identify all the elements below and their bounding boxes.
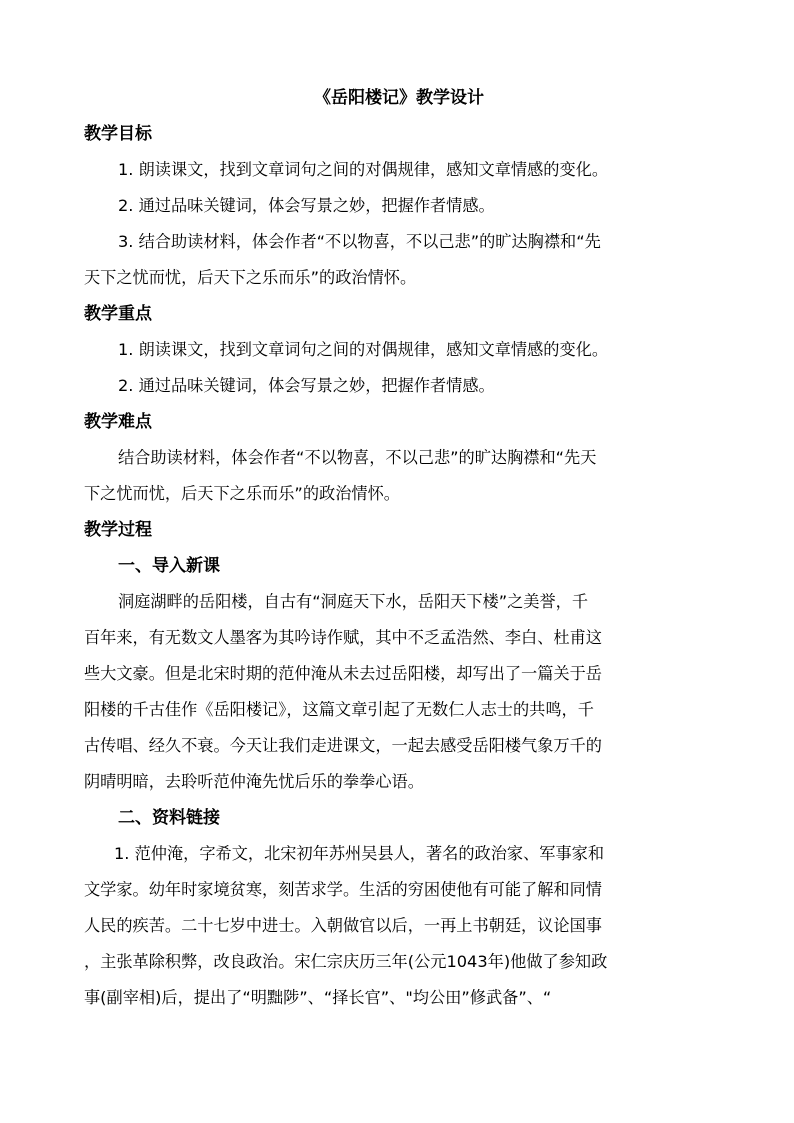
document-page [84, 80, 714, 1016]
key-points-section [84, 296, 714, 404]
key-points-heading: 教学重点 [84, 304, 152, 324]
key-point-item-1: 1. 朗读课文，找到文章词句之间的对偶规律，感知文章情感的变化。 [118, 340, 609, 359]
difficulties-paragraph: 结合助读材料，体会作者“不以物喜，不以己悲”的旷达胸襟和“先天 下之忧而忧，后天下之乐而乐”的政治情怀。 [84, 448, 597, 503]
process-section [84, 512, 714, 1016]
difficulties-section [84, 404, 714, 512]
process-heading: 教学过程 [84, 520, 152, 540]
objectives-heading: 教学目标 [84, 124, 152, 144]
key-point-item-2: 2. 通过品味关键词，体会写景之妙，把握作者情感。 [118, 376, 495, 395]
intro-paragraph: 洞庭湖畔的岳阳楼，自古有“洞庭天下水，岳阳天下楼”之美誉，千 百年来，有无数文人墨客为其吟诗作赋，其中不乏孟浩然、李白、杜甫这 些大文豪。但是北宋时期的范仲淹从未去过岳阳楼，却写出了一篇关于岳 阳楼的千古佳作《岳阳楼记》，这篇文章引起了无数仁人志士的共鸣，千 古传唱、经久不衰。今天让我们走进课文，一起去感受岳阳楼气象万千的 阴晴明暗，去聆听范仲淹先忧后乐的拳拳心语。 [84, 592, 602, 791]
objective-item-1: 1. 朗读课文，找到文章词句之间的对偶规律，感知文章情感的变化。 [118, 160, 609, 179]
intro-subheading: 一、导入新课 [118, 556, 220, 576]
materials-paragraph: 1. 范仲淹，字希文，北宋初年苏州吴县人，著名的政治家、军事家和 文学家。幼年时家境贫寒，刻苦求学。生活的穷困使他有可能了解和同情 人民的疾苦。二十七岁中进士。入朝做官以后，一再上书朝廷，议论国事 ，主张革除积弊，改良政治。宋仁宗庆历三年(公元1043年)他做了参知政 事(副宰相)后，提出了“明黜陟”、“择长官”、"均公田”修武备”、“ [84, 844, 608, 1007]
document-title: 《岳阳楼记》教学设计 [314, 88, 484, 108]
objective-item-3: 3. 结合助读材料，体会作者“不以物喜，不以己悲”的旷达胸襟和“先 天下之忧而忧，后天下之乐而乐”的政治情怀。 [84, 232, 601, 287]
materials-subheading: 二、资料链接 [118, 808, 220, 828]
objectives-section [84, 116, 714, 296]
difficulties-heading: 教学难点 [84, 412, 152, 432]
objective-item-2: 2. 通过品味关键词，体会写景之妙，把握作者情感。 [118, 196, 495, 215]
